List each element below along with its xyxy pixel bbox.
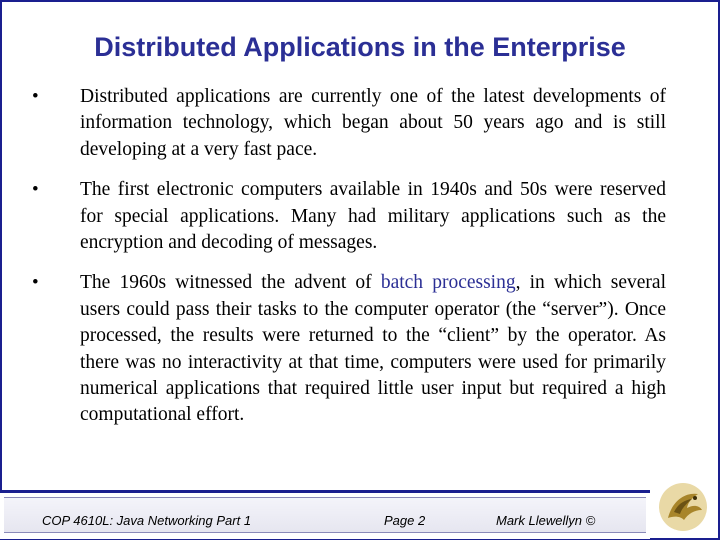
footer-page: Page 2	[384, 513, 426, 528]
footer	[0, 490, 650, 539]
bullet-marker: •	[32, 272, 39, 294]
bullet-text	[80, 177, 666, 256]
bullet-marker: •	[32, 86, 39, 107]
bullet-text	[80, 84, 666, 163]
bullet-item	[2, 177, 718, 256]
bullet-text-part: , in which several users could pass their tasks to the computer operator (the “server”). Once processed, the results were returned to the “client” by the operator. As there was no interactivity at that time, computers were used for primarily numerical applications that required little user input but required a high computational effort.	[80, 272, 666, 426]
bullet-text-part: The 1960s witnessed the advent of	[80, 272, 381, 294]
ucf-pegasus-logo-icon	[654, 480, 712, 534]
bullet-item	[2, 270, 718, 428]
bullet-text-part: The first electronic computers available in 1940s and 50s were reserved for special applications. Many had military applications such as the encryption and decoding of messages.	[80, 179, 666, 254]
bullet-text-part: Distributed applications are currently one of the latest developments of information technology, which began about 50 years ago and is still developing at a very fast pace.	[80, 86, 666, 160]
footer-course: COP 4610L: Java Networking Part 1	[42, 513, 252, 528]
bullet-list	[2, 84, 718, 443]
bullet-item	[2, 84, 718, 163]
bullet-marker: •	[32, 179, 39, 201]
highlighted-term: batch processing	[380, 272, 516, 294]
bullet-text	[80, 270, 666, 428]
slide-title: Distributed Applications in the Enterprise	[94, 32, 626, 62]
footer-bar	[4, 497, 646, 533]
footer-author: Mark Llewellyn ©	[496, 513, 596, 528]
